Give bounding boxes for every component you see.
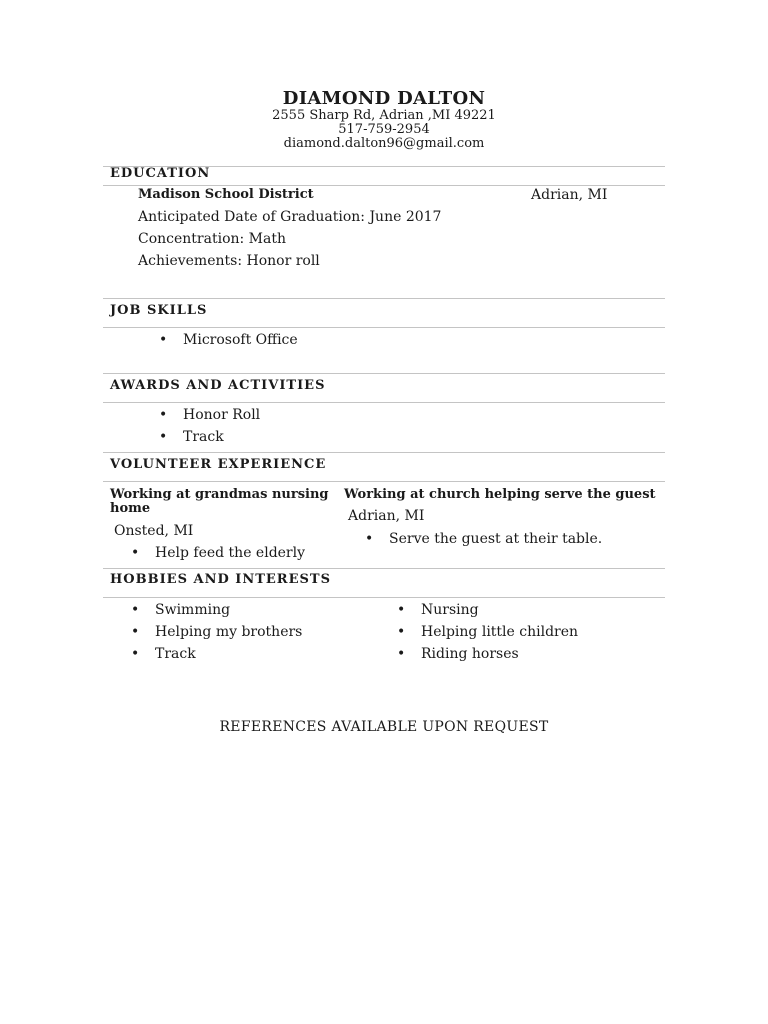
email-line: diamond.dalton96@gmail.com (283, 136, 485, 151)
list-item: • Serve the guest at their table. (389, 531, 602, 547)
volunteer-location-right: Adrian, MI (348, 508, 425, 524)
hobbies-heading: HOBBIES AND INTERESTS (110, 572, 331, 587)
volunteer-title-right: Working at church helping serve the guest (344, 487, 656, 502)
section-divider (103, 452, 665, 453)
list-item: • Track (183, 429, 224, 445)
phone-line: 517-759-2954 (338, 122, 430, 137)
references-note: REFERENCES AVAILABLE UPON REQUEST (219, 719, 549, 735)
list-item: • Swimming (155, 602, 230, 618)
list-item: • Honor Roll (183, 407, 260, 423)
address-line: 2555 Sharp Rd, Adrian ,MI 49221 (272, 108, 496, 123)
graduation-date: Anticipated Date of Graduation: June 2017 (138, 209, 442, 225)
resume-name: DIAMOND DALTON (282, 88, 486, 109)
list-item: • Helping my brothers (155, 624, 302, 640)
school-location: Adrian, MI (531, 187, 608, 203)
volunteer-heading: VOLUNTEER EXPERIENCE (110, 457, 327, 472)
achievements: Achievements: Honor roll (138, 253, 320, 269)
concentration: Concentration: Math (138, 231, 287, 247)
list-item: • Nursing (421, 602, 479, 618)
list-item: • Help feed the elderly (155, 545, 305, 561)
list-item: • Track (155, 646, 196, 662)
section-divider (103, 597, 665, 598)
list-item: • Microsoft Office (183, 332, 298, 348)
section-divider (103, 568, 665, 569)
awards-heading: AWARDS AND ACTIVITIES (110, 378, 326, 393)
section-divider (103, 185, 665, 186)
section-divider (103, 402, 665, 403)
list-item: • Helping little children (421, 624, 578, 640)
section-divider (103, 481, 665, 482)
education-heading: EDUCATION (110, 166, 211, 181)
volunteer-title-left-cont: home (110, 501, 151, 516)
job-skills-heading: JOB SKILLS (110, 303, 208, 318)
section-divider (103, 298, 665, 299)
section-divider (103, 373, 665, 374)
volunteer-title-left: Working at grandmas nursing (110, 487, 329, 502)
list-item: • Riding horses (421, 646, 519, 662)
section-divider (103, 327, 665, 328)
volunteer-location-left: Onsted, MI (114, 523, 194, 539)
school-name: Madison School District (138, 187, 314, 202)
